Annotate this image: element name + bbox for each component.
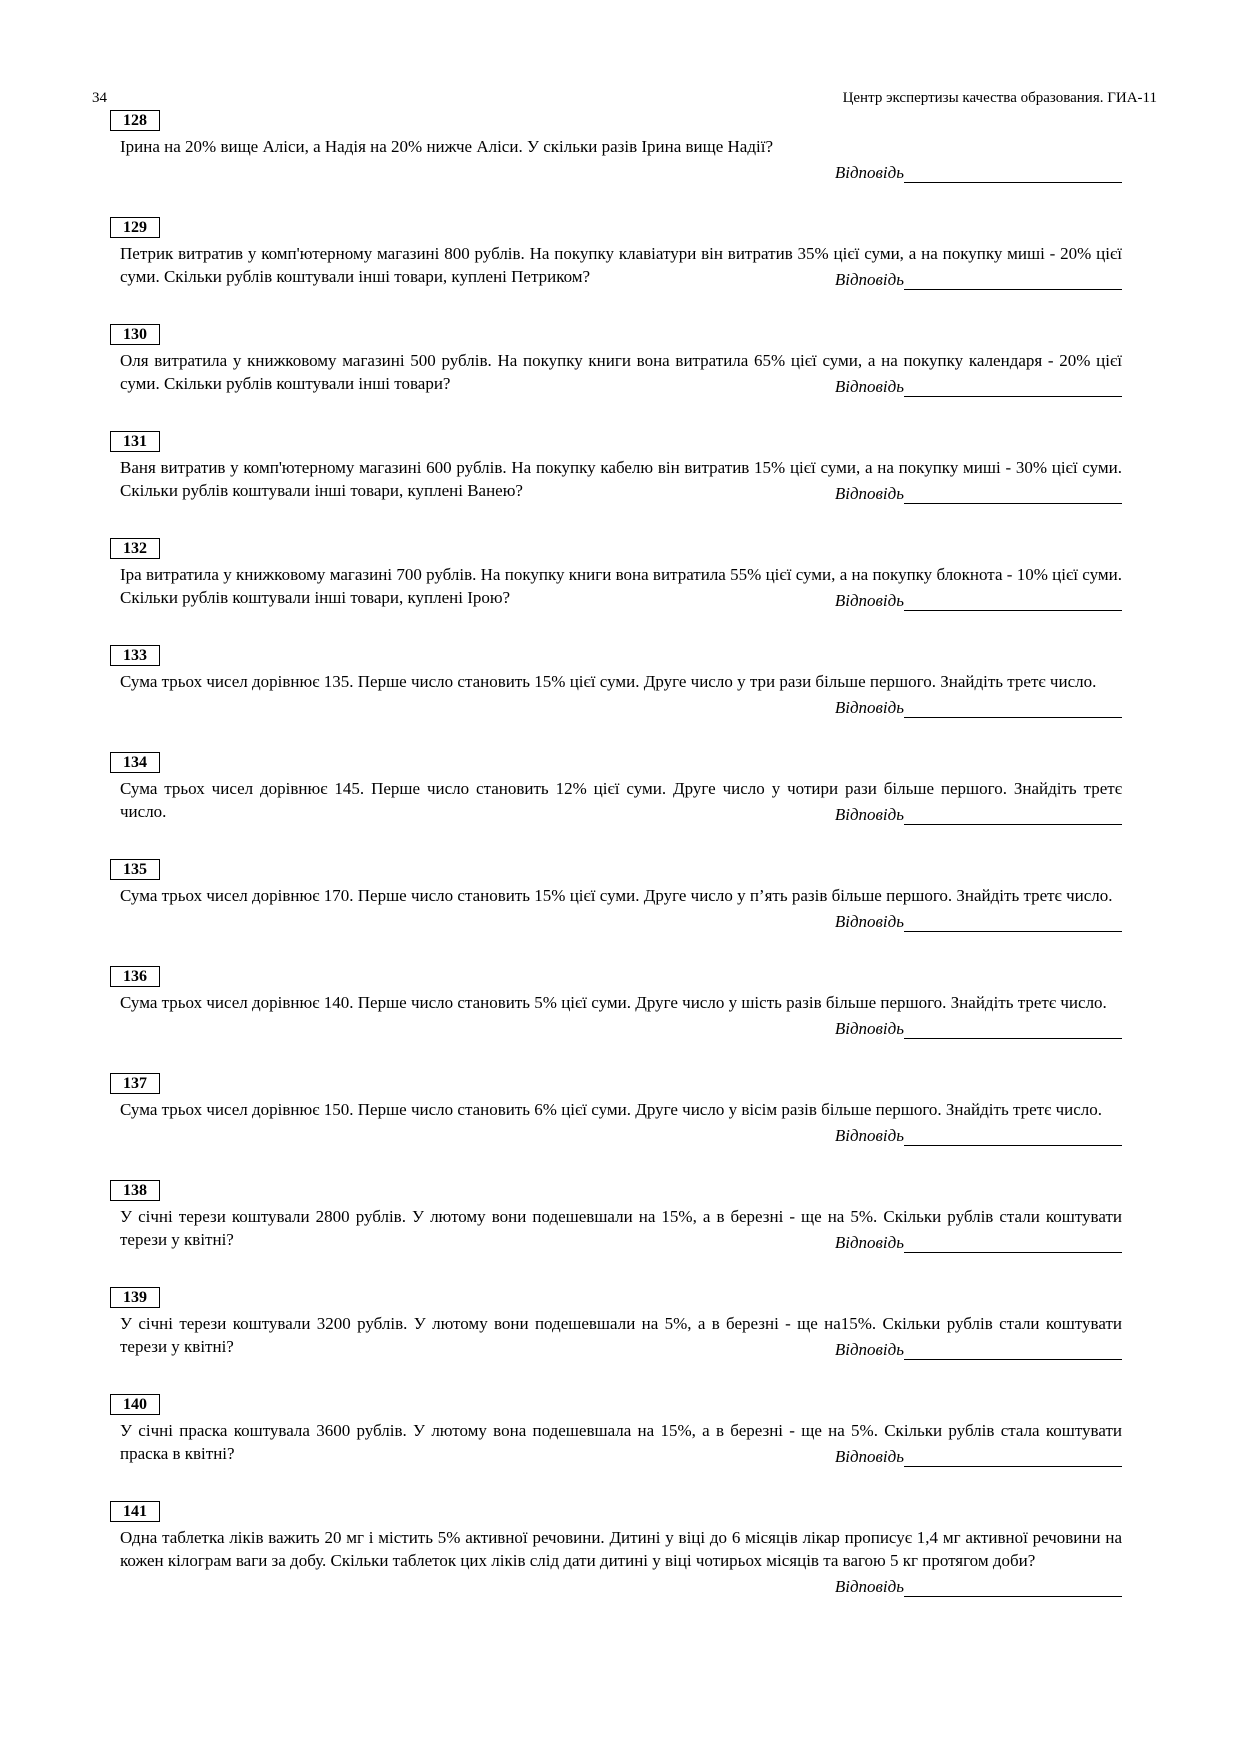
problem-number: 129 [110,217,160,238]
problem-number: 130 [110,324,160,345]
answer-label: Відповідь [834,1233,904,1252]
answer-label: Відповідь [834,377,904,396]
problem-text: Одна таблетка ліків важить 20 мг і містить 5% активної речовини. Дитині у віці до 6 місяців лікар прописує 1,4 мг активної речовини на кожен кілограм ваги за добу. Скільки таблеток цих ліків слід дати дитині у віці чотирьох місяців та вагою 5 кг протягом доби? [120,1528,1122,1570]
problem-text: У січні терези коштували 2800 рублів. У лютому вони подешевшали на 15%, а в березні - ще на 5%. Скільки рублів стали коштувати терези у квітні? [120,1207,1122,1249]
problem-number: 136 [110,966,160,987]
answer-label: Відповідь [834,591,904,610]
problem [110,324,1122,431]
answer-line[interactable] [904,1020,1122,1039]
answer-line[interactable] [904,271,1122,290]
answer-label: Відповідь [834,805,904,824]
answer-line[interactable] [904,699,1122,718]
problem-number: 140 [110,1394,160,1415]
problem-text: Іра витратила у книжковому магазині 700 рублів. На покупку книги вона витратила 55% цієї суми, а на покупку блокнота - 10% цієї суми. Скільки рублів коштували інші товари, куплені Ірою? [120,565,1122,607]
answer-label: Відповідь [834,1126,904,1145]
problem [110,538,1122,645]
problem-number: 135 [110,859,160,880]
answer-label: Відповідь [834,1447,904,1466]
problem-number: 133 [110,645,160,666]
problem-text: Ірина на 20% вище Аліси, а Надія на 20% нижче Аліси. У скільки разів Ірина вище Надії? [120,137,773,156]
problem [110,1073,1122,1180]
problem-text: У січні праска коштувала 3600 рублів. У лютому вона подешевшала на 15%, а в березні - ще на 5%. Скільки рублів стала коштувати праска в квітні? [120,1421,1122,1463]
problem [110,1394,1122,1501]
answer-field[interactable] [835,912,1122,932]
answer-field[interactable] [835,270,1122,290]
answer-field[interactable] [835,698,1122,718]
answer-line[interactable] [904,913,1122,932]
answer-line[interactable] [904,1578,1122,1597]
answer-field[interactable] [835,377,1122,397]
answer-label: Відповідь [834,1019,904,1038]
problem-number: 132 [110,538,160,559]
problem-number: 139 [110,1287,160,1308]
answer-field[interactable] [835,484,1122,504]
answer-label: Відповідь [834,484,904,503]
problem-text: Оля витратила у книжковому магазині 500 рублів. На покупку книги вона витратила 65% цієї суми, а на покупку календаря - 20% цієї суми. Скільки рублів коштували інші товари? [120,351,1122,393]
problem [110,645,1122,752]
problem-text: Сума трьох чисел дорівнює 150. Перше число становить 6% цієї суми. Друге число у вісім разів більше першого. Знайдіть третє число. [120,1100,1103,1119]
problem-text: У січні терези коштували 3200 рублів. У лютому вони подешевшали на 5%, а в березні - ще на15%. Скільки рублів стали коштувати терези у квітні? [120,1314,1122,1356]
answer-line[interactable] [904,592,1122,611]
problem-number: 128 [110,110,160,131]
answer-line[interactable] [904,485,1122,504]
problem-text: Сума трьох чисел дорівнює 170. Перше число становить 15% цієї суми. Друге число у п’ять разів більше першого. Знайдіть третє число. [120,886,1113,905]
problem [110,1287,1122,1394]
page-number: 34 [92,90,107,106]
answer-field[interactable] [835,1233,1122,1253]
problem [110,1501,1122,1608]
problem-text: Сума трьох чисел дорівнює 140. Перше число становить 5% цієї суми. Друге число у шість разів більше першого. Знайдіть третє число. [120,993,1107,1012]
problem [110,752,1122,859]
problem-number: 137 [110,1073,160,1094]
answer-field[interactable] [835,1126,1122,1146]
answer-label: Відповідь [834,1577,904,1596]
answer-field[interactable] [835,163,1122,183]
problem-text: Петрик витратив у комп'ютерному магазині 800 рублів. На покупку клавіатури він витратив 35% цієї суми, а на покупку миші - 20% цієї суми. Скільки рублів коштували інші товари, куплені Петриком? [120,244,1122,286]
problem [110,1180,1122,1287]
answer-line[interactable] [904,1341,1122,1360]
answer-field[interactable] [835,591,1122,611]
answer-label: Відповідь [834,270,904,289]
problem-number: 134 [110,752,160,773]
answer-line[interactable] [904,1127,1122,1146]
answer-line[interactable] [904,164,1122,183]
answer-line[interactable] [904,806,1122,825]
problem-text: Сума трьох чисел дорівнює 145. Перше число становить 12% цієї суми. Друге число у чотири рази більше першого. Знайдіть третє число. [120,779,1122,821]
answer-line[interactable] [904,1448,1122,1467]
answer-field[interactable] [835,1019,1122,1039]
problem-list [110,110,1122,1608]
problem-text: Сума трьох чисел дорівнює 135. Перше число становить 15% цієї суми. Друге число у три рази більше першого. Знайдіть третє число. [120,672,1097,691]
problem-number: 141 [110,1501,160,1522]
answer-label: Відповідь [834,698,904,717]
problem [110,859,1122,966]
answer-field[interactable] [835,1577,1122,1597]
problem [110,966,1122,1073]
answer-field[interactable] [835,805,1122,825]
problem [110,431,1122,538]
answer-label: Відповідь [834,1340,904,1359]
header-title: Центр экспертизы качества образования. ГИА-11 [842,90,1157,106]
answer-field[interactable] [835,1340,1122,1360]
answer-line[interactable] [904,1234,1122,1253]
problem-number: 138 [110,1180,160,1201]
problem [110,110,1122,217]
answer-label: Відповідь [834,912,904,931]
answer-field[interactable] [835,1447,1122,1467]
problem [110,217,1122,324]
answer-line[interactable] [904,378,1122,397]
problem-text: Ваня витратив у комп'ютерному магазині 600 рублів. На покупку кабелю він витратив 15% цієї суми, а на покупку миші - 30% цієї суми. Скільки рублів коштували інші товари, куплені Ванею? [120,458,1122,500]
problem-number: 131 [110,431,160,452]
answer-label: Відповідь [834,163,904,182]
